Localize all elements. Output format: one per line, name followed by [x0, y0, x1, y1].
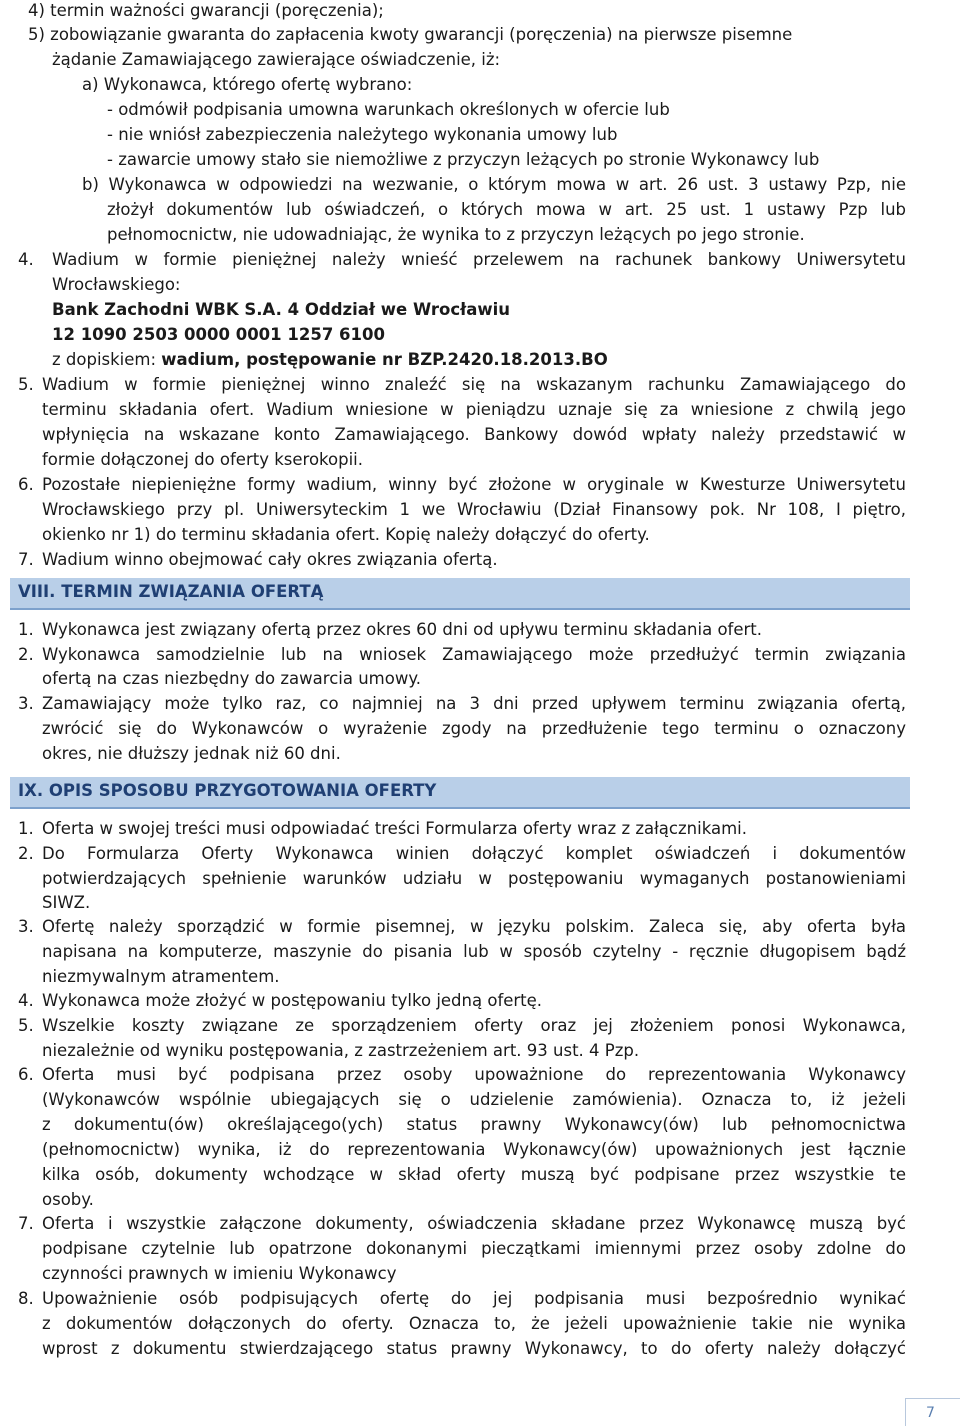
item-5-zobowiazanie: 5) zobowiązanie gwaranta do zapłacenia kwoty gwarancji (poręczenia) na pierwsze pisemne: [28, 25, 793, 44]
item-number: 8.: [18, 1289, 34, 1308]
bank-account: 12 1090 2503 0000 0001 1257 6100: [52, 325, 385, 344]
s9-item-5-line: Wszelkie koszty związane ze sporządzeniem oferty oraz jej złożeniem ponosi Wykonawca,: [42, 1016, 906, 1035]
s8-item-2-line: ofertą na czas niezbędny do zawarcia umowy.: [42, 669, 421, 688]
s9-item-7-line: czynności prawnych w imieniu Wykonawcy: [42, 1264, 397, 1283]
s9-item-8-line: Upoważnienie osób podpisujących ofertę do jej podpisania musi bezpośrednio wynikać: [42, 1289, 906, 1308]
s9-item-1-line: Oferta w swojej treści musi odpowiadać treści Formularza oferty wraz z załącznikami.: [42, 819, 747, 838]
wadium-5-line: terminu składania ofert. Wadium wniesione w pieniądzu uznaje się za wniesione z chwilą jego: [42, 400, 906, 419]
item-number: 5.: [18, 375, 34, 394]
s8-item-2-line: Wykonawca samodzielnie lub na wniosek Zamawiającego może przedłużyć termin związania: [42, 645, 906, 664]
s9-item-4-line: Wykonawca może złożyć w postępowaniu tylko jedną ofertę.: [42, 991, 543, 1010]
s9-item-6-line: (pełnomocnictw) wynika, iż do reprezentowania Wykonawcy(ów) upoważnionych jest łącznie: [42, 1140, 906, 1159]
sub-item-b: b) Wykonawca w odpowiedzi na wezwanie, o którym mowa w art. 26 ust. 3 ustawy Pzp, nie: [82, 175, 906, 194]
item-number: 3.: [18, 917, 34, 936]
sub-item-dash-1: - odmówił podpisania umowna warunkach określonych w ofercie lub: [107, 100, 670, 119]
s9-item-6-line: (Wykonawców wspólnie ubiegających się o udzielenie zamówienia). Oznacza to, iż jeżeli: [42, 1090, 906, 1109]
sub-item-dash-2: - nie wniósł zabezpieczenia należytego wykonania umowy lub: [107, 125, 618, 144]
item-number: 4.: [18, 991, 34, 1010]
s9-item-8-line: z dokumentów dołączonych do oferty. Oznacza to, że jeżeli upoważnienie takie nie wynika: [42, 1314, 906, 1333]
item-number: 5.: [18, 1016, 34, 1035]
s9-item-3-line: Ofertę należy sporządzić w formie pisemnej, w języku polskim. Zaleca się, aby oferta była: [42, 917, 906, 936]
item-number: 7.: [18, 1214, 34, 1233]
sub-item-a: a) Wykonawca, którego ofertę wybrano:: [82, 75, 413, 94]
item-number: 7.: [18, 550, 34, 569]
s8-item-1-line: Wykonawca jest związany ofertą przez okres 60 dni od upływu terminu składania ofert.: [42, 620, 762, 639]
wadium-5-line: Wadium w formie pieniężnej winno znaleźć się na wskazanym rachunku Zamawiającego do: [42, 375, 906, 394]
s9-item-2-line: Do Formularza Oferty Wykonawca winien dołączyć komplet oświadczeń i dokumentów: [42, 844, 906, 863]
item-5-continuation: żądanie Zamawiającego zawierające oświadczenie, iż:: [52, 50, 501, 69]
item-number: 6.: [18, 1065, 34, 1084]
s9-item-2-line: potwierdzających spełnienie warunków udziału w postępowaniu wymaganych postanowieniami: [42, 869, 906, 888]
transfer-note-reference: wadium, postępowanie nr BZP.2420.18.2013.BO: [161, 350, 608, 369]
page-number: 7: [926, 1405, 935, 1421]
s8-item-3-line: okres, nie dłuższy jednak niż 60 dni.: [42, 744, 341, 763]
s9-item-6-line: osoby.: [42, 1190, 94, 1209]
bank-name: Bank Zachodni WBK S.A. 4 Oddział we Wrocławiu: [52, 300, 511, 319]
s9-item-2-line: SIWZ.: [42, 893, 91, 912]
s9-item-6-line: Oferta musi być podpisana przez osoby upoważnione do reprezentowania Wykonawcy: [42, 1065, 906, 1084]
section-heading-text: IX. OPIS SPOSOBU PRZYGOTOWANIA OFERTY: [18, 781, 437, 800]
section-heading-viii: [10, 578, 910, 610]
transfer-note: [52, 349, 608, 371]
wadium-6-line: Wrocławskiego przy pl. Uniwersyteckim 1 we Wrocławiu (Dział Finansowy pok. Nr 108, I piętro,: [42, 500, 906, 519]
section-heading-text: VIII. TERMIN ZWIĄZANIA OFERTĄ: [18, 582, 324, 601]
footer-divider: [905, 1398, 906, 1426]
wadium-6-line: Pozostałe niepieniężne formy wadium, winny być złożone w oryginale w Kwesturze Uniwersytetu: [42, 475, 906, 494]
wadium-4-line: Wadium w formie pieniężnej należy wnieść przelewem na rachunek bankowy Uniwersytetu: [52, 250, 906, 269]
wadium-7-line: Wadium winno obejmować cały okres związania ofertą.: [42, 550, 498, 569]
item-number: 3.: [18, 694, 34, 713]
wadium-5-line: formie dołączonej do oferty kserokopii.: [42, 450, 363, 469]
sub-item-b-cont-2: pełnomocnictw, nie udowadniając, że wynika to z przyczyn leżących po jego stronie.: [107, 225, 805, 244]
s8-item-3-line: Zamawiający może tylko raz, co najmniej na 3 dni przed upływem terminu związania ofertą,: [42, 694, 906, 713]
item-4-termin: 4) termin ważności gwarancji (poręczenia);: [28, 1, 384, 20]
item-number: 1.: [18, 819, 34, 838]
wadium-6-line: okienko nr 1) do terminu składania ofert. Kopię należy dołączyć do oferty.: [42, 525, 650, 544]
s9-item-7-line: podpisane czytelnie lub opatrzone dokonanymi pieczątkami imiennymi przez osoby zdolne do: [42, 1239, 906, 1258]
s9-item-6-line: kilka osób, dokumenty wchodzące w skład oferty muszą być podpisane przez wszystkie te: [42, 1165, 906, 1184]
item-number: 4.: [18, 250, 34, 269]
wadium-4-line: Wrocławskiego:: [52, 275, 181, 294]
s9-item-3-line: niezmywalnym atramentem.: [42, 967, 280, 986]
s9-item-6-line: z dokumentu(ów) określającego(ych) status prawny Wykonawcy(ów) lub pełnomocnictwa: [42, 1115, 906, 1134]
s8-item-3-line: zwrócić się do Wykonawców o wyrażenie zgody na przedłużenie tego terminu o oznaczony: [42, 719, 906, 738]
s9-item-8-line: wprost z dokumentu stwierdzającego status prawny Wykonawcy, to do oferty należy dołączyć: [42, 1339, 906, 1358]
sub-item-dash-3: - zawarcie umowy stało sie niemożliwe z przyczyn leżących po stronie Wykonawcy lub: [107, 150, 820, 169]
transfer-note-prefix: z dopiskiem:: [52, 350, 162, 369]
item-number: 2.: [18, 645, 34, 664]
sub-item-b-cont-1: złożył dokumentów lub oświadczeń, o których mowa w art. 25 ust. 1 ustawy Pzp lub: [107, 200, 906, 219]
s9-item-7-line: Oferta i wszystkie załączone dokumenty, oświadczenia składane przez Wykonawcę muszą być: [42, 1214, 906, 1233]
s9-item-3-line: napisana na komputerze, maszynie do pisania lub w sposób czytelny - ręcznie długopisem bądź: [42, 942, 906, 961]
item-number: 2.: [18, 844, 34, 863]
item-number: 6.: [18, 475, 34, 494]
wadium-5-line: wpłynięcia na wskazane konto Zamawiającego. Bankowy dowód wpłaty należy przedstawić w: [42, 425, 906, 444]
s9-item-5-line: niezależnie od wyniku postępowania, z zastrzeżeniem art. 93 ust. 4 Pzp.: [42, 1041, 640, 1060]
section-heading-ix: [10, 777, 910, 809]
footer-divider: [905, 1398, 960, 1399]
item-number: 1.: [18, 620, 34, 639]
